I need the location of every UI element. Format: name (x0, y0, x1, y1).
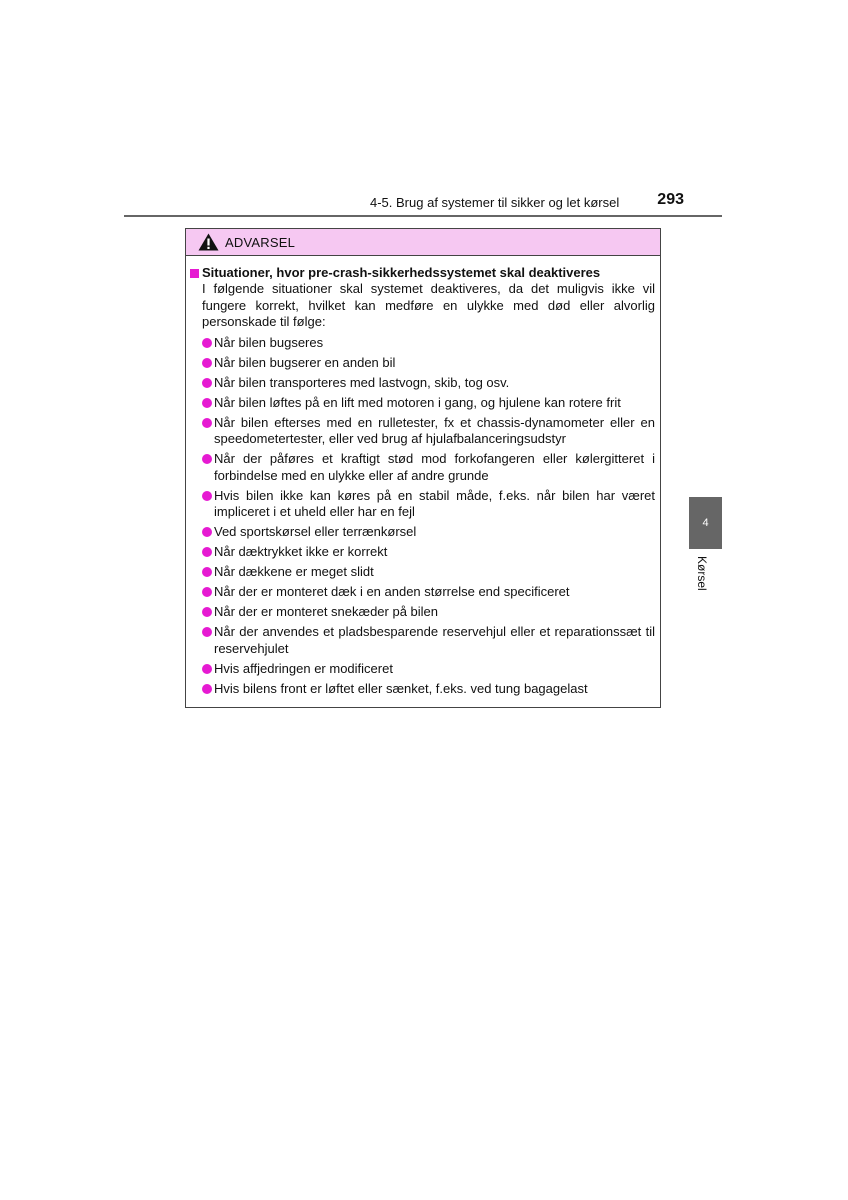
bullet-dot-icon (202, 378, 212, 388)
header-divider (124, 215, 722, 217)
warning-triangle-icon (198, 233, 219, 251)
list-item (202, 355, 655, 372)
list-item-text: Når der er monteret dæk i en anden størrelse end specificeret (214, 584, 570, 599)
bullet-dot-icon (202, 684, 212, 694)
list-item (202, 661, 655, 678)
list-item (202, 564, 655, 581)
list-item (202, 681, 655, 698)
section-heading-text: Situationer, hvor pre-crash-sikkerhedssystemet skal deaktiveres (202, 265, 601, 280)
bullet-dot-icon (202, 398, 212, 408)
list-item-text: Når der er monteret snekæder på bilen (214, 604, 439, 619)
list-item (202, 524, 655, 541)
list-item (202, 375, 655, 392)
warning-body (186, 256, 660, 697)
bullet-dot-icon (202, 454, 212, 464)
list-item-text: Når dækkene er meget slidt (214, 564, 374, 579)
list-item-text: Ved sportskørsel eller terrænkørsel (214, 524, 417, 539)
bullet-dot-icon (202, 358, 212, 368)
list-item (202, 395, 655, 412)
list-item (202, 624, 655, 657)
situation-list (202, 335, 655, 698)
chapter-number: 4 (702, 517, 709, 529)
list-item-text: Når bilen transporteres med lastvogn, skib, tog osv. (214, 374, 510, 390)
list-item-text: Hvis bilen ikke kan køres på en stabil måde, f.eks. når bilen har været impliceret i et uheld eller har en fejl (214, 487, 655, 519)
list-item-text: Hvis affjedringen er modificeret (214, 660, 393, 676)
list-item-text: Når dæktrykket ikke er korrekt (214, 544, 388, 559)
list-item-text: Når der påføres et kraftigt stød mod forkofangeren eller kølergitteret i forbindelse med en ulykke eller af andre grunde (214, 451, 655, 483)
chapter-tab (689, 497, 722, 549)
bullet-dot-icon (202, 338, 212, 348)
bullet-dot-icon (202, 607, 212, 617)
warning-title: ADVARSEL (225, 234, 295, 250)
list-item-text: Hvis bilens front er løftet eller sænket, f.eks. ved tung bagagelast (214, 680, 588, 696)
list-item-text: Når bilen efterses med en rulletester, fx et chassis-dynamometer eller en speedometertester, eller ved brug af hjulafbalanceringsudstyr (214, 414, 655, 446)
warning-header (186, 229, 660, 256)
list-item (202, 544, 655, 561)
bullet-dot-icon (202, 567, 212, 577)
list-item-text: Når bilen løftes på en lift med motoren i gang, og hjulene kan rotere frit (214, 394, 621, 410)
bullet-dot-icon (202, 664, 212, 674)
list-item-text: Når bilen bugseres (214, 334, 324, 350)
intro-text: I følgende situationer skal systemet deaktiveres, da det muligvis ikke vil fungere korrekt, hvilket kan medføre en ulykke med død eller alvorlig personskade til følge: (202, 281, 655, 329)
page-number: 293 (657, 191, 684, 208)
square-bullet-icon (190, 269, 199, 278)
list-item (202, 488, 655, 521)
list-item (202, 584, 655, 601)
list-item (202, 415, 655, 448)
bullet-dot-icon (202, 547, 212, 557)
list-item-text: Når der anvendes et pladsbesparende reservehjul eller et reparationssæt til reservehjulet (214, 624, 655, 656)
list-item (202, 604, 655, 621)
chapter-label: Kørsel (695, 556, 709, 591)
list-item (202, 335, 655, 352)
bullet-dot-icon (202, 491, 212, 501)
bullet-dot-icon (202, 627, 212, 637)
section-title: 4-5. Brug af systemer til sikker og let kørsel (370, 195, 620, 210)
bullet-dot-icon (202, 527, 212, 537)
warning-box (185, 228, 661, 708)
bullet-dot-icon (202, 587, 212, 597)
section-heading (190, 265, 655, 281)
bullet-dot-icon (202, 418, 212, 428)
list-item-text: Når bilen bugserer en anden bil (214, 354, 396, 370)
list-item (202, 451, 655, 484)
